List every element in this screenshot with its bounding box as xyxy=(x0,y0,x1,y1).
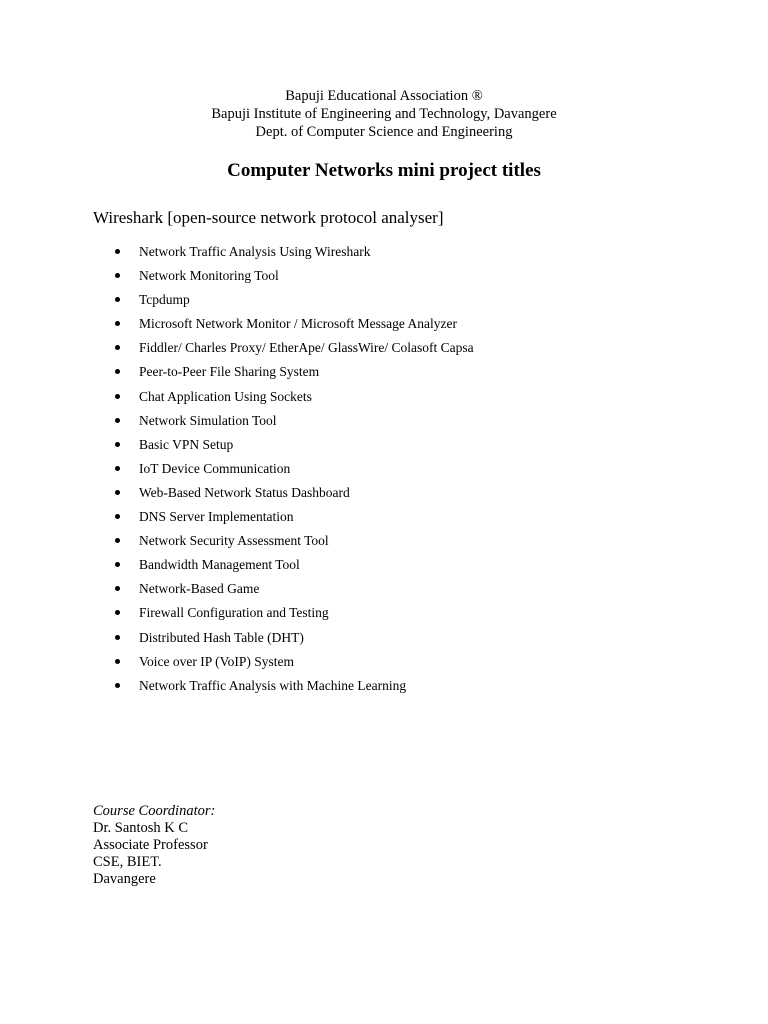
association-name: Bapuji Educational Association ® xyxy=(285,88,483,104)
topic-list xyxy=(0,243,768,701)
signature-name: Dr. Santosh K C xyxy=(93,820,189,836)
list-item-text: DNS Server Implementation xyxy=(139,509,294,525)
list-item-text: Tcpdump xyxy=(139,292,190,308)
bullet-icon xyxy=(115,610,120,615)
list-item xyxy=(0,267,768,291)
signature-location: Davangere xyxy=(93,871,156,887)
list-item-text: Voice over IP (VoIP) System xyxy=(139,653,294,669)
signature-affiliation: CSE, BIET. xyxy=(93,854,162,870)
list-item xyxy=(0,460,768,484)
list-item xyxy=(0,388,768,412)
list-item-text: Network Monitoring Tool xyxy=(139,268,279,284)
institute-name: Bapuji Institute of Engineering and Technology, Davangere xyxy=(211,106,557,122)
list-item xyxy=(0,508,768,532)
list-item xyxy=(0,556,768,580)
list-item xyxy=(0,629,768,653)
list-item-text: Firewall Configuration and Testing xyxy=(139,605,329,621)
list-item xyxy=(0,604,768,628)
bullet-icon xyxy=(115,538,120,543)
bullet-icon xyxy=(115,273,120,278)
list-item-text: Network Security Assessment Tool xyxy=(139,533,329,549)
list-item-text: Web-Based Network Status Dashboard xyxy=(139,484,350,500)
list-item-text: Network Traffic Analysis Using Wireshark xyxy=(139,244,371,259)
list-item xyxy=(0,436,768,460)
list-item-text: Bandwidth Management Tool xyxy=(139,557,300,573)
bullet-icon xyxy=(115,466,120,471)
bullet-icon xyxy=(115,321,120,326)
list-item-text: Basic VPN Setup xyxy=(139,436,234,452)
list-item xyxy=(0,677,768,701)
signature-designation: Associate Professor xyxy=(93,837,208,853)
list-item-text: IoT Device Communication xyxy=(139,460,291,476)
signature-role: Course Coordinator: xyxy=(93,803,216,819)
list-item-text: Fiddler/ Charles Proxy/ EtherApe/ GlassWire/ Colasoft Capsa xyxy=(139,340,474,356)
list-item-text: Network-Based Game xyxy=(139,581,260,597)
bullet-icon xyxy=(115,394,120,399)
bullet-icon xyxy=(115,490,120,495)
bullet-icon xyxy=(115,659,120,664)
list-item xyxy=(0,363,768,387)
list-item-text: Microsoft Network Monitor / Microsoft Message Analyzer xyxy=(139,316,457,332)
list-item-text: Peer-to-Peer File Sharing System xyxy=(139,364,320,380)
list-item xyxy=(0,484,768,508)
bullet-icon xyxy=(115,514,120,519)
list-item-text: Distributed Hash Table (DHT) xyxy=(139,629,304,645)
list-item-text: Chat Application Using Sockets xyxy=(139,388,312,404)
list-item xyxy=(0,653,768,677)
bullet-icon xyxy=(115,369,120,374)
list-item xyxy=(0,580,768,604)
list-item-text: Network Simulation Tool xyxy=(139,412,277,428)
list-item xyxy=(0,339,768,363)
signature-block xyxy=(93,803,215,888)
department-name: Dept. of Computer Science and Engineering xyxy=(255,124,513,140)
bullet-icon xyxy=(115,418,120,423)
list-item xyxy=(0,315,768,339)
list-item xyxy=(0,243,768,267)
list-item xyxy=(0,532,768,556)
bullet-icon xyxy=(115,345,120,350)
list-item xyxy=(0,412,768,436)
section-heading: Wireshark [open-source network protocol analyser] xyxy=(93,208,444,227)
bullet-icon xyxy=(115,562,120,567)
page-title: Computer Networks mini project titles xyxy=(227,160,541,181)
bullet-icon xyxy=(115,683,120,688)
bullet-icon xyxy=(115,297,120,302)
bullet-icon xyxy=(115,442,120,447)
list-item-text: Network Traffic Analysis with Machine Learning xyxy=(139,677,407,693)
list-item xyxy=(0,291,768,315)
bullet-icon xyxy=(115,586,120,591)
bullet-icon xyxy=(115,249,120,254)
bullet-icon xyxy=(115,635,120,640)
